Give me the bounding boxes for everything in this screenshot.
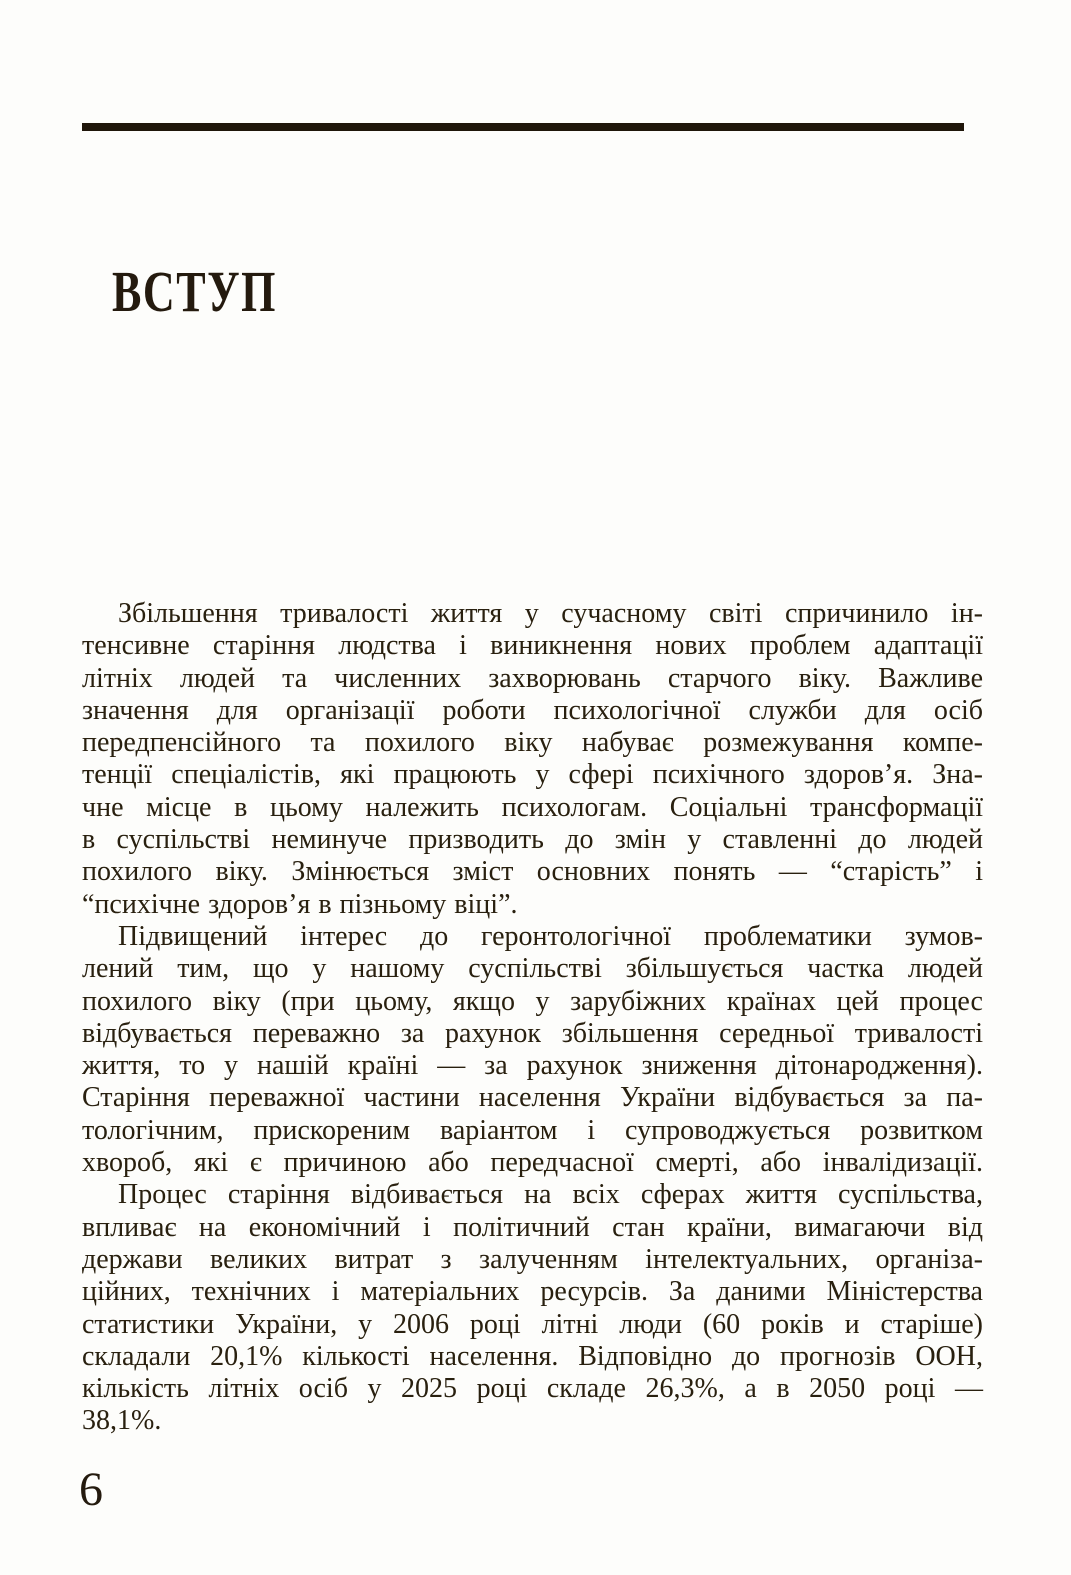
chapter-title: ВСТУП — [112, 259, 277, 324]
header-rule — [82, 123, 964, 131]
page-number: 6 — [79, 1463, 103, 1516]
text-line: Старіння переважної частини населення України відбувається за па- — [82, 1082, 983, 1114]
text-line: “психічне здоров’я в пізньому віці”. — [82, 888, 518, 920]
text-line: складали 20,1% кількості населення. Відповідно до прогнозів ООН, — [82, 1340, 983, 1372]
text-line: життя, то у нашій країні — за рахунок зниження дітонародження). — [82, 1050, 983, 1082]
paragraph — [82, 1179, 983, 1437]
text-line: ційних, технічних і матеріальних ресурсів. За даними Міністерства — [82, 1276, 983, 1308]
text-line: чне місце в цьому належить психологам. Соціальні трансформації — [82, 791, 983, 823]
text-line: 38,1%. — [82, 1405, 162, 1437]
text-line: відбувається переважно за рахунок збільшення середньої тривалості — [82, 1017, 983, 1049]
text-line: похилого віку (при цьому, якщо у зарубіжних країнах цей процес — [82, 985, 983, 1017]
paragraph — [82, 598, 983, 921]
text-line: літніх людей та численних захворювань старчого віку. Важливе — [82, 662, 983, 694]
text-line: тологічним, прискореним варіантом і супроводжується розвитком — [82, 1114, 983, 1146]
text-line: тенції спеціалістів, які працюють у сфері психічного здоров’я. Зна- — [82, 759, 983, 791]
text-line: похилого віку. Змінюється зміст основних понять — “старість” і — [82, 856, 983, 888]
text-line: значення для організації роботи психологічної служби для осіб — [82, 694, 983, 726]
text-line: лений тим, що у нашому суспільстві збільшується частка людей — [82, 953, 983, 985]
text-line: Збільшення тривалості життя у сучасному світі спричинило ін- — [118, 598, 983, 629]
text-line: передпенсійного та похилого віку набуває розмежування компе- — [82, 727, 983, 759]
body-text — [82, 598, 983, 1438]
text-line: кількість літніх осіб у 2025 році складе 26,3%, а в 2050 році — — [82, 1373, 983, 1405]
text-line: в суспільстві неминуче призводить до змін у ставленні до людей — [82, 824, 983, 856]
text-line: Підвищений інтерес до геронтологічної проблематики зумов- — [118, 920, 983, 952]
text-line: держави великих витрат з залученням інтелектуальних, організа- — [82, 1243, 983, 1275]
text-line: статистики України, у 2006 році літні люди (60 років и старіше) — [82, 1308, 983, 1340]
paragraph — [82, 921, 983, 1179]
text-line: хвороб, які є причиною або передчасної смерті, або інвалідизації. — [82, 1147, 983, 1179]
text-line: тенсивне старіння людства і виникнення нових проблем адаптації — [82, 630, 983, 662]
text-line: Процес старіння відбивається на всіх сферах життя суспільства, — [118, 1179, 983, 1211]
text-line: впливає на економічний і політичний стан країни, вимагаючи від — [82, 1211, 983, 1243]
